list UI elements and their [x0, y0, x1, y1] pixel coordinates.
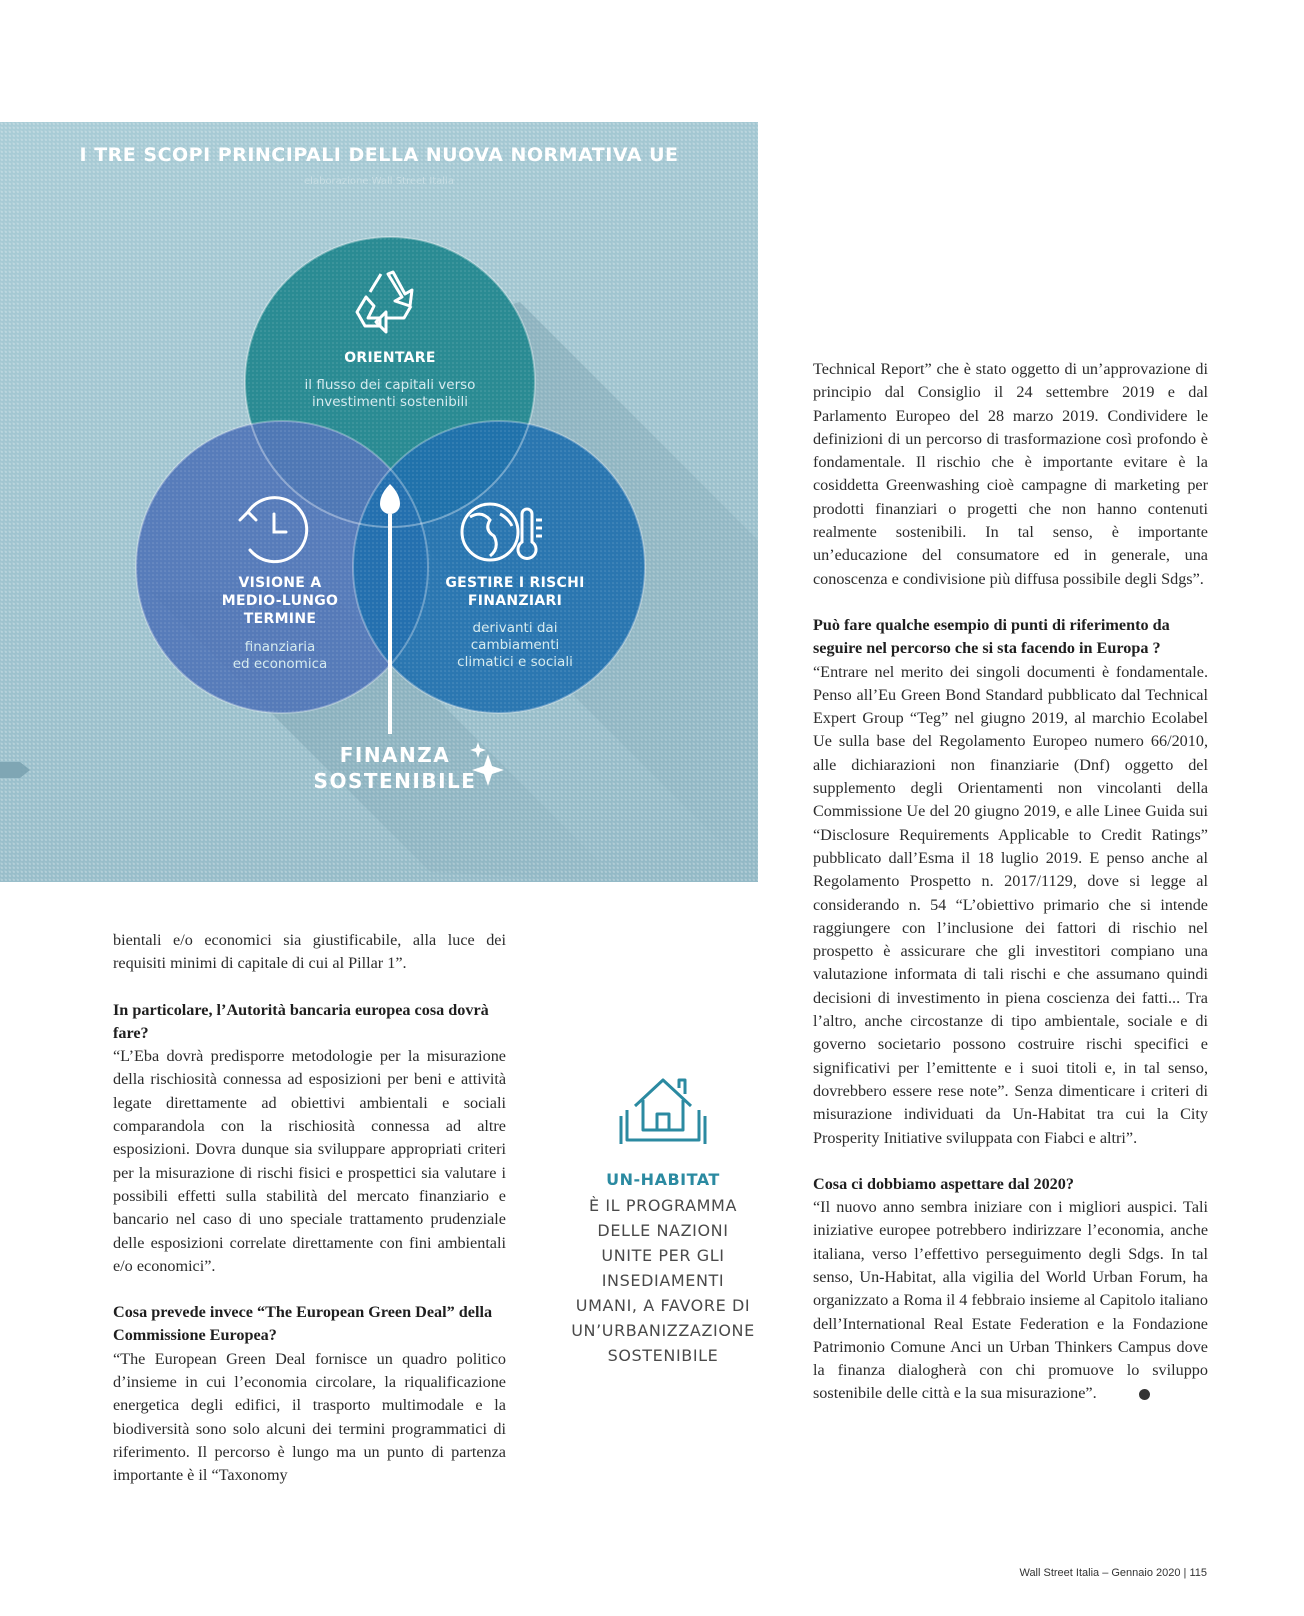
orientare-text: il flusso dei capitali verso investimenti sostenibili	[304, 377, 476, 410]
visione-heading: VISIONE A MEDIO-LUNGO TERMINE	[221, 575, 339, 627]
question-heading: In particolare, l’Autorità bancaria europea cosa dovrà fare?	[113, 1000, 489, 1042]
un-habitat-callout	[568, 1070, 758, 1368]
rischi-text: derivanti dai cambiamenti climatici e sociali	[457, 620, 573, 670]
left-column	[113, 929, 506, 1488]
callout-body: È IL PROGRAMMA DELLE NAZIONI UNITE PER GLI INSEDIAMENTI UMANI, A FAVORE DI UN’URBANIZZAZIONE SOSTENIBILE	[571, 1196, 755, 1365]
visione-text: finanziaria ed economica	[232, 639, 328, 672]
orientare-heading: ORIENTARE	[344, 350, 436, 366]
question-heading: Cosa ci dobbiamo aspettare dal 2020?	[813, 1174, 1074, 1193]
paragraph: “The European Green Deal fornisce un quadro politico d’insieme in cui l’economia circolare, la riqualificazione energetica degli edifici, il trasporto multimodale e la biodiversità sono solo alcuni dei termini programmatici di riferimento. Il percorso è lungo ma un punto di partenza importante è il “Taxonomy	[113, 1349, 506, 1485]
page-footer: Wall Street Italia – Gennaio 2020 | 115	[1019, 1567, 1207, 1579]
paragraph: “L’Eba dovrà predisporre metodologie per la misurazione della rischiosità connessa ad esposizioni per beni e attività legate direttamente ad obiettivi ambientali e sociali comparandola con la rischiosità connessa ad altre esposizioni. Dovra dunque sia sviluppare appropriati criteri per la misurazione di rischi fisici e prospettici sia valutare i possibili effetti sulla stabilità del mercato finanziario e bancario nel caso di uno speciale trattamento prudenziale delle esposizioni correlate direttamente con fini ambientali e/o economici”.	[113, 1047, 506, 1275]
paragraph: “Il nuovo anno sembra iniziare con i migliori auspici. Tali iniziative europee potrebbero indirizzare l’economia, anche italiana, verso l’effettivo perseguimento degli Sdgs. In tal senso, Un-Habitat, alla vigilia del World Urban Forum, ha organizzato a Roma il 4 febbraio insieme al Capitolo italiano dell’International Real Estate Federation e la Fondazione Patrimonio Comune Anci un Urban Thinkers Campus dove la finanza dialogherà con chi promuove lo sviluppo sostenibile delle città e la sua misurazione”.	[813, 1198, 1208, 1403]
house-icon	[613, 1070, 713, 1150]
paragraph: bientali e/o economici sia giustificabile, alla luce dei requisiti minimi di capitale di cui al Pillar 1”.	[113, 931, 506, 973]
connector-line	[388, 514, 392, 734]
callout-heading: UN-HABITAT	[606, 1170, 720, 1189]
finanza-sostenibile-label: FINANZA SOSTENIBILE	[313, 743, 477, 793]
question-heading: Cosa prevede invece “The European Green Deal” della Commissione Europea?	[113, 1303, 493, 1345]
infographic-title: I TRE SCOPI PRINCIPALI DELLA NUOVA NORMATIVA UE	[79, 144, 679, 166]
end-mark-icon	[1139, 1389, 1150, 1400]
paragraph: “Entrare nel merito dei singoli documenti è fondamentale. Penso all’Eu Green Bond Standard pubblicato dal Technical Expert Group “Teg” nel giugno 2019, al marchio Ecolabel Ue sulla base del Regolamento Europeo numero 66/2010, alle dichiarazioni non finanziarie (Dnf) oggetto del supplemento degli Orientamenti non vincolanti della Commissione Ue del 20 giugno 2019, e alle Linee Guida sui “Disclosure Requirements Applicable to Credit Ratings” pubblicato dall’Esma il 18 luglio 2019. E penso anche al Regolamento Prospetto n. 2017/1129, dove si legge al considerando n. 54 “L’obiettivo primario che si intende raggiungere con l’inclusione dei fattori di rischio nel prospetto è assicurare che gli investitori compiano una valutazione informata di tali rischi e che assumano quindi decisioni di investimento in piena coscienza dei fatti... Tra l’altro, anche circostanze di tipo ambientale, sociale e di governo societario possono costruire rischi specifici e significativi per l’emittente e i suoi titoli e, in tal senso, dovrebbero essere rese note”. Senza dimenticare i criteri di misurazione individuati da Un-Habitat tra cui la City Prosperity Initiative sviluppata con Fiabci e altri”.	[813, 662, 1208, 1147]
question-heading: Può fare qualche esempio di punti di riferimento da seguire nel percorso che si sta facendo in Europa ?	[813, 615, 1170, 658]
paragraph: Technical Report” che è stato oggetto di un’approvazione di principio dal Consiglio il 24 settembre 2019 e dal Parlamento Europeo del 28 marzo 2019. Condividere le definizioni di un percorso di trasformazione così profondo è fondamentale. Il rischio che è importante evitare è la cosiddetta Greenwashing cioè campagne di marketing per prodotti finanziari o progetti che non hanno contenuti realmente sostenibili. In tal senso, è importante un’educazione del consumatore ed in generale, una conoscenza e condivisione più diffusa possibile degli Sdgs”.	[813, 360, 1208, 588]
infographic	[0, 122, 758, 882]
infographic-subtitle: elaborazione Wall Street Italia	[304, 176, 454, 187]
right-column	[813, 358, 1208, 1406]
rischi-heading: GESTIRE I RISCHI FINANZIARI	[445, 575, 585, 609]
